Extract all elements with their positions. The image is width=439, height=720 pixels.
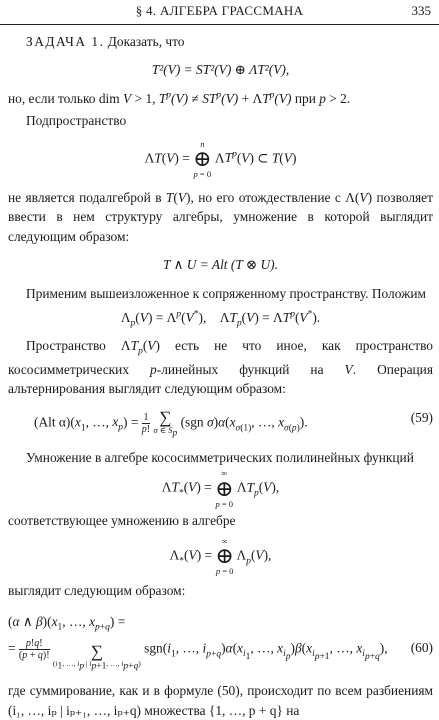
equation-t2-text: T²(V) = ST²(V) ⊕ ΛT²(V), (151, 62, 290, 78)
text-fragment: > 2. (325, 90, 351, 106)
equation-number-59: (59) (410, 409, 433, 425)
text-fragment: при (291, 90, 320, 106)
task-paragraph (8, 32, 433, 51)
task-label: ЗАДАЧА 1. (26, 34, 105, 49)
equation-60-line1: (α ∧ $\beta)(x_1$, …, $x_{p+q}$) = (8, 614, 126, 633)
text-fragment: + (238, 90, 253, 106)
equation-wedge (8, 255, 433, 274)
equation-t2 (8, 60, 433, 79)
paragraph-subspace: Подпространство (26, 113, 127, 129)
text-fragment: не является подалгеброй в (8, 189, 166, 205)
paragraph-not-subalgebra: не является подалгеброй в T(V), но его отождествление с Λ(V) позволяет ввести в нем структуру алгебры, умножение в которой выглядит следующим образом: (8, 189, 433, 244)
text-fragment: > 1, (131, 90, 159, 106)
text-fragment: , но его отождествление с Λ( (190, 189, 360, 205)
text-fragment: есть не что иное, как пространство кососимметрических (8, 338, 433, 377)
equation-wedge-text: T ∧ U = Alt (T ⊗ U). (163, 257, 278, 273)
paragraph-dim: но, если только dim V > 1, $T^p(V) \ne ST^p(V) + \Lambda T^p(V)$ при p > 2. (8, 90, 351, 106)
paragraph-mult: Умножение в алгебре кососимметрических полилинейных функций (26, 449, 414, 465)
text-fragment: Пространство (26, 338, 121, 354)
paragraph-summation: где суммирование, как и в формуле (50), происходит по всем разбиениям (i₁, …, iₚ | iₚ₊₁, …, iₚ₊q) множества {1, …, p + q} на (8, 683, 433, 718)
page-body (8, 32, 433, 720)
equation-lambda-tstar: $\Lambda T_*(V)$ = ∞ ⊕ p = 0 $\Lambda T_p(V)$, (161, 468, 280, 509)
equation-60: = $\frac{p!q!}{(p + q)!}$ ∑ ($i_1$, …, $i_p$ | $i_{p+1}$, …, $i_{p+q}$) $sgn(i_1$, …, $i_{p+q})\alpha(x_{i_1}$, …, $x_{i_p})\beta(x_{i_{p+1}}$, …, $x_{i_{p+q}}$), (60) (8, 637, 433, 672)
text-fragment: но, если только dim (8, 90, 124, 106)
paragraph-looks: выглядит следующим образом: (8, 582, 186, 598)
equation-lambda-star: $\Lambda_*(V)$ = ∞ ⊕ p = 0 $\Lambda_p(V)$, (169, 535, 272, 577)
equation-lambda-t: ΛT(V) = n ⊕ p = 0 $\Lambda T^p(V)$ ⊂ T(V) (144, 138, 297, 180)
page-header (0, 0, 439, 25)
text-fragment: -линейных функций на (156, 361, 345, 377)
section-title: § 4. АЛГЕБРА ГРАССМАНА (135, 3, 304, 18)
text-fragment: . Операция альтернирования выглядит следующим образом: (8, 361, 434, 397)
paragraph-corresponding: соответствующее умножению в алгебре (8, 513, 236, 529)
text-fragment: ) позволяет ввести в нем структуру алгебры, умножение в которой выглядит следующим образом: (8, 189, 433, 244)
task-text: Доказать, что (104, 34, 185, 49)
paragraph-dual: Применим вышеизложенное к сопряженному пространству. Положим (26, 285, 426, 301)
equation-59: (Alt $\alpha)(x_1$, …, $x_p$) = $\frac{1}{p!}$ ∑ σ ∈ $S_p$ (sgn $\sigma)\alpha(x_{\sigma(1)}$, …, $x_{\sigma(p)}$). (59) (34, 407, 433, 439)
paragraph-space: Пространство $\Lambda T_p(V)$ есть не что иное, как пространство кососимметрических p-линейных функций на V. Операция альтернирования выглядит следующим образом: (8, 338, 434, 397)
equation-number-60: (60) (410, 639, 433, 655)
page-number: 335 (411, 3, 431, 18)
text-fragment: ≠ (188, 90, 203, 106)
equation-dual-def: $\Lambda_p(V) = \Lambda^p(V^*)$, $\Lambda T_p(V) = \Lambda T^p(V^*)$. (120, 309, 321, 329)
